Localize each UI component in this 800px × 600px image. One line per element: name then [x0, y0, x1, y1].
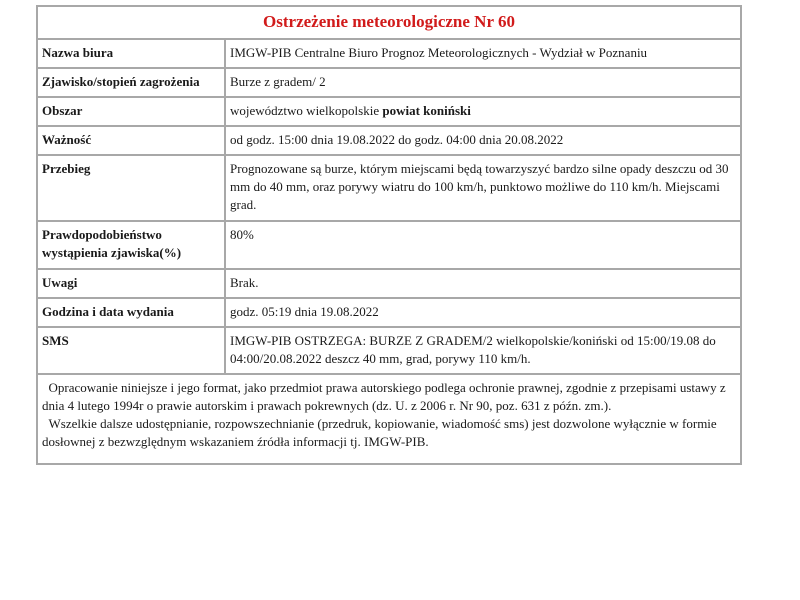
label-phenomenon: Zjawisko/stopień zagrożenia [37, 68, 225, 97]
row-remarks [37, 269, 741, 298]
area-county: powiat koniński [382, 103, 471, 118]
label-course: Przebieg [37, 155, 225, 221]
warning-title: Ostrzeżenie meteorologiczne Nr 60 [37, 6, 741, 39]
label-issued: Godzina i data wydania [37, 298, 225, 327]
row-sms [37, 327, 741, 374]
row-probability [37, 221, 741, 269]
row-office [37, 39, 741, 68]
label-probability: Prawdopodobieństwo wystąpienia zjawiska(%) [37, 221, 225, 269]
area-region: województwo wielkopolskie [230, 103, 383, 118]
row-issued [37, 298, 741, 327]
label-remarks: Uwagi [37, 269, 225, 298]
value-phenomenon: Burze z gradem/ 2 [225, 68, 741, 97]
label-validity: Ważność [37, 126, 225, 155]
value-course: Prognozowane są burze, którym miejscami będą towarzyszyć bardzo silne opady deszczu od 30 mm do 40 mm, oraz porywy wiatru do 100 km/h, punktowo możliwe do 110 km/h. Miejscami grad. [225, 155, 741, 221]
row-validity [37, 126, 741, 155]
value-remarks: Brak. [225, 269, 741, 298]
label-area: Obszar [37, 97, 225, 126]
title-row [37, 6, 741, 39]
value-sms: IMGW-PIB OSTRZEGA: BURZE Z GRADEM/2 wielkopolskie/koniński od 15:00/19.08 do 04:00/20.08.2022 deszcz 40 mm, grad, porywy 110 km/h. [225, 327, 741, 374]
copyright-notice [37, 374, 741, 464]
copyright-paragraph-1: Opracowanie niniejsze i jego format, jako przedmiot prawa autorskiego podlega ochronie prawnej, zgodnie z przepisami ustawy z dnia 4 lutego 1994r o prawie autorskim i prawach pokrewnych (dz. U. z 2006 r. Nr 90, poz. 631 z późn. zm.). [42, 380, 726, 413]
row-phenomenon [37, 68, 741, 97]
copyright-paragraph-2: Wszelkie dalsze udostępnianie, rozpowszechnianie (przedruk, kopiowanie, wiadomość sms) jest dozwolone wyłącznie w formie dosłownej z bezwzględnym wskazaniem źródła informacji tj. IMGW-PIB. [42, 416, 717, 449]
row-course [37, 155, 741, 221]
weather-warning-table [36, 5, 742, 465]
label-sms: SMS [37, 327, 225, 374]
value-office: IMGW-PIB Centralne Biuro Prognoz Meteorologicznych - Wydział w Poznaniu [225, 39, 741, 68]
value-probability: 80% [225, 221, 741, 269]
value-area [225, 97, 741, 126]
value-issued: godz. 05:19 dnia 19.08.2022 [225, 298, 741, 327]
value-validity: od godz. 15:00 dnia 19.08.2022 do godz. 04:00 dnia 20.08.2022 [225, 126, 741, 155]
label-office: Nazwa biura [37, 39, 225, 68]
row-footer [37, 374, 741, 464]
row-area [37, 97, 741, 126]
